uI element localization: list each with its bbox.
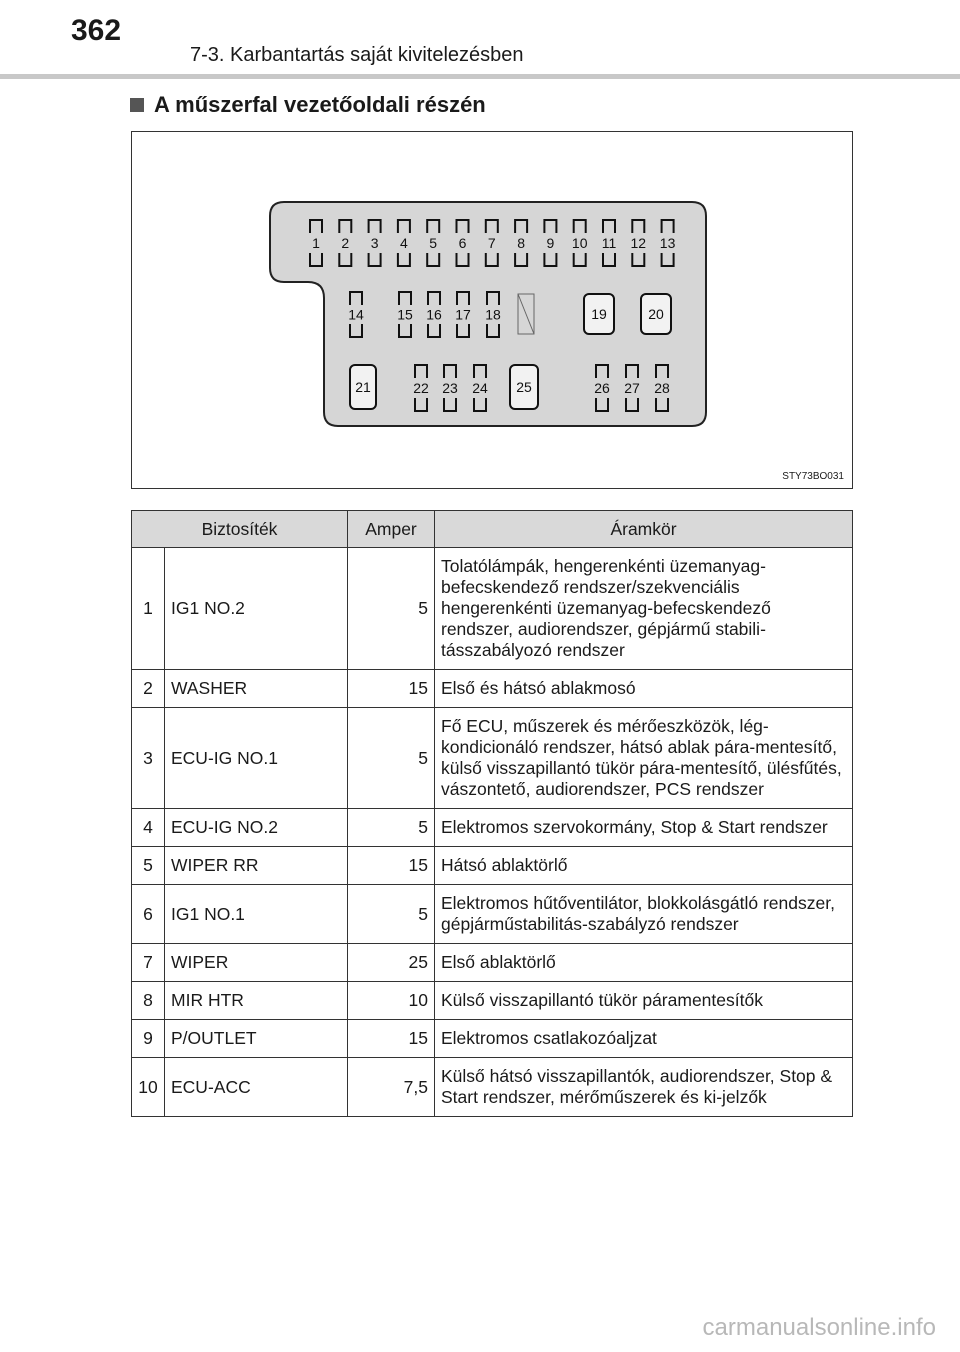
fuse-label: 25 bbox=[516, 379, 532, 395]
fuse-label: 3 bbox=[370, 235, 379, 251]
fuse-amp: 5 bbox=[348, 548, 435, 670]
fuse-name: WIPER bbox=[165, 944, 348, 982]
fuse-circuit: Első és hátsó ablakmosó bbox=[435, 670, 853, 708]
fuse-table bbox=[131, 510, 853, 1117]
fuse-amp: 5 bbox=[348, 885, 435, 944]
fuse-circuit: Hátsó ablaktörlő bbox=[435, 847, 853, 885]
fuse-number: 3 bbox=[132, 708, 165, 809]
table-row bbox=[132, 982, 853, 1020]
fuse-label: 7 bbox=[487, 235, 496, 251]
fuse-label: 21 bbox=[355, 379, 371, 395]
fuse-circuit: Elektromos csatlakozóaljzat bbox=[435, 1020, 853, 1058]
fuse-label: 22 bbox=[413, 380, 429, 396]
fuse-label: 17 bbox=[455, 306, 471, 323]
fuse-number: 10 bbox=[132, 1058, 165, 1117]
table-row bbox=[132, 885, 853, 944]
fuse-name: ECU-IG NO.1 bbox=[165, 708, 348, 809]
large-fuse-slot-20 bbox=[641, 294, 671, 334]
fuse-label: 20 bbox=[648, 306, 664, 322]
table-row bbox=[132, 670, 853, 708]
fuse-label: 24 bbox=[472, 380, 488, 396]
table-row bbox=[132, 1058, 853, 1117]
fuse-label: 18 bbox=[485, 306, 501, 323]
fuse-name: MIR HTR bbox=[165, 982, 348, 1020]
fuse-label: 19 bbox=[591, 306, 607, 322]
fuse-label: 15 bbox=[397, 306, 413, 323]
fuse-box-diagram bbox=[131, 131, 853, 489]
fuse-circuit: Fő ECU, műszerek és mérőeszközök, lég-kondicionáló rendszer, hátsó ablak pára-mentesítő, külső visszapillantó tükör pára-mentesítő, ülésfűtés, vászontető, audiorendszer, PCS rendszer bbox=[435, 708, 853, 809]
fuse-number: 7 bbox=[132, 944, 165, 982]
table-row bbox=[132, 548, 853, 670]
section-title: 7-3. Karbantartás saját kivitelezésben bbox=[190, 44, 524, 66]
large-fuse-slot-25 bbox=[510, 365, 538, 409]
fuse-box-svg bbox=[132, 132, 852, 488]
fuse-label: 13 bbox=[659, 235, 676, 251]
subsection-heading-text: A műszerfal vezetőoldali részén bbox=[154, 92, 486, 117]
fuse-name: ECU-ACC bbox=[165, 1058, 348, 1117]
fuse-label: 10 bbox=[571, 235, 588, 251]
fuse-number: 4 bbox=[132, 809, 165, 847]
large-fuse-slot-21 bbox=[350, 365, 376, 409]
fuse-number: 5 bbox=[132, 847, 165, 885]
fuse-number: 9 bbox=[132, 1020, 165, 1058]
fuse-number: 1 bbox=[132, 548, 165, 670]
fuse-amp: 5 bbox=[348, 708, 435, 809]
fuse-label: 9 bbox=[546, 235, 555, 251]
fuse-label: 28 bbox=[654, 380, 670, 396]
fuse-circuit: Első ablaktörlő bbox=[435, 944, 853, 982]
fuse-label: 16 bbox=[426, 306, 442, 323]
table-row bbox=[132, 708, 853, 809]
fuse-label: 1 bbox=[312, 235, 320, 251]
fuse-label: 23 bbox=[442, 380, 458, 396]
table-row bbox=[132, 809, 853, 847]
fuse-circuit: Elektromos hűtőventilátor, blokkolásgátló rendszer, gépjárműstabilitás-szabályzó rendszer bbox=[435, 885, 853, 944]
fuse-label: 4 bbox=[400, 235, 408, 251]
watermark: carmanualsonline.info bbox=[702, 1314, 936, 1341]
page-number: 362 bbox=[71, 14, 122, 47]
fuse-label: 14 bbox=[348, 306, 364, 323]
table-row bbox=[132, 944, 853, 982]
fuse-label: 8 bbox=[517, 235, 525, 251]
fuse-label: 2 bbox=[341, 235, 350, 251]
table-header-row bbox=[132, 511, 853, 548]
fuse-circuit: Tolatólámpák, hengerenkénti üzemanyag-befecskendező rendszer/szekvenciális hengerenkénti üzemanyag-befecskendező rendszer, audiorendszer, gépjármű stabili-tásszabályozó rendszer bbox=[435, 548, 853, 670]
fuse-amp: 7,5 bbox=[348, 1058, 435, 1117]
figure-code: STY73BO031 bbox=[782, 471, 844, 482]
fuse-amp: 15 bbox=[348, 847, 435, 885]
fuse-name: P/OUTLET bbox=[165, 1020, 348, 1058]
fuse-label: 6 bbox=[458, 235, 467, 251]
fuse-number: 2 bbox=[132, 670, 165, 708]
col-header-amp: Amper bbox=[348, 511, 435, 548]
header-rule bbox=[0, 74, 960, 79]
fuse-circuit: Elektromos szervokormány, Stop & Start rendszer bbox=[435, 809, 853, 847]
fuse-name: IG1 NO.2 bbox=[165, 548, 348, 670]
fuse-number: 6 bbox=[132, 885, 165, 944]
fuse-label: 5 bbox=[429, 235, 438, 251]
fuse-name: ECU-IG NO.2 bbox=[165, 809, 348, 847]
subsection-heading bbox=[130, 92, 486, 118]
fuse-amp: 15 bbox=[348, 1020, 435, 1058]
col-header-circuit: Áramkör bbox=[435, 511, 853, 548]
col-header-fuse: Biztosíték bbox=[132, 511, 348, 548]
fuse-label: 26 bbox=[594, 380, 610, 396]
table-row bbox=[132, 1020, 853, 1058]
large-fuse-slot-19 bbox=[584, 294, 614, 334]
fuse-label: 27 bbox=[624, 380, 640, 396]
fuse-amp: 25 bbox=[348, 944, 435, 982]
fuse-amp: 15 bbox=[348, 670, 435, 708]
fuse-amp: 5 bbox=[348, 809, 435, 847]
fuse-name: WASHER bbox=[165, 670, 348, 708]
square-bullet-icon bbox=[130, 98, 144, 112]
fuse-circuit: Külső hátsó visszapillantók, audiorendszer, Stop & Start rendszer, mérőműszerek és ki-jelzők bbox=[435, 1058, 853, 1117]
fuse-label: 12 bbox=[630, 235, 647, 251]
fuse-name: WIPER RR bbox=[165, 847, 348, 885]
fuse-amp: 10 bbox=[348, 982, 435, 1020]
table-row bbox=[132, 847, 853, 885]
fuse-label: 11 bbox=[601, 235, 617, 251]
fuse-circuit: Külső visszapillantó tükör páramentesítők bbox=[435, 982, 853, 1020]
fuse-name: IG1 NO.1 bbox=[165, 885, 348, 944]
fuse-number: 8 bbox=[132, 982, 165, 1020]
